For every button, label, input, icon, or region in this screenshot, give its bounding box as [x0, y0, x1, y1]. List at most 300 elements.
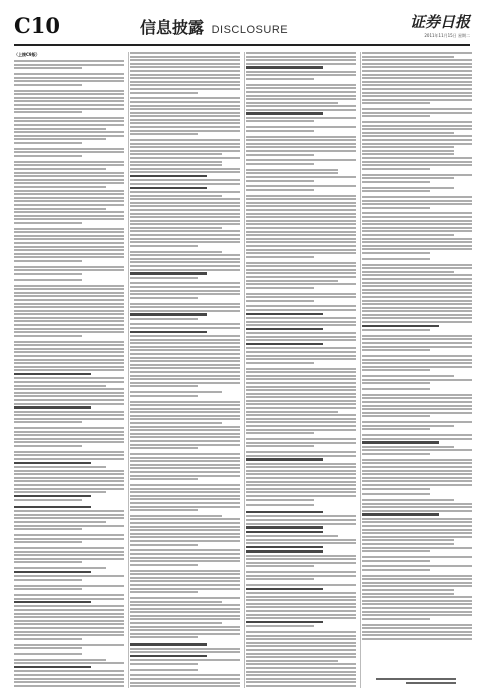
text-line: [362, 139, 472, 141]
text-line: [362, 132, 454, 134]
text-line: [130, 168, 240, 170]
text-line: [362, 150, 454, 152]
text-line: [362, 125, 472, 127]
text-line: [14, 579, 82, 581]
text-line: [362, 488, 430, 490]
text-line: [246, 78, 314, 80]
article-columns: [14, 52, 472, 688]
text-line: [14, 215, 124, 217]
text-line: [130, 143, 240, 145]
text-line: [130, 611, 240, 613]
text-line: [130, 515, 222, 517]
text-line: [130, 84, 240, 86]
text-line: [14, 653, 82, 655]
text-line: [362, 296, 472, 298]
text-line: [130, 495, 240, 497]
text-line: [246, 407, 356, 409]
text-line: [246, 625, 314, 627]
text-line: [14, 168, 106, 170]
text-line: [246, 324, 356, 326]
text-line: [130, 139, 240, 141]
text-line: [362, 115, 430, 117]
text-line: [130, 323, 240, 325]
text-line: [362, 248, 472, 250]
text-line: [14, 631, 124, 633]
text-line: [14, 161, 124, 163]
text-line: [362, 585, 472, 587]
sub-heading: [14, 666, 91, 668]
signature-block: [376, 676, 456, 684]
text-line: [130, 411, 240, 413]
text-line: [130, 92, 198, 94]
text-line: [14, 480, 124, 482]
text-line: [130, 205, 240, 207]
text-line: [14, 67, 82, 69]
text-line: [130, 597, 240, 599]
text-line: [14, 381, 124, 383]
text-line: [246, 562, 356, 564]
text-line: [130, 408, 240, 410]
text-line: [130, 150, 240, 152]
text-line: [362, 223, 472, 225]
text-line: [362, 112, 472, 114]
text-line: [14, 414, 124, 416]
text-line: [14, 100, 124, 102]
text-line: [246, 592, 356, 594]
text-line: [14, 299, 124, 301]
text-line: [130, 335, 240, 337]
text-line: [130, 467, 240, 469]
text-line: [362, 484, 472, 486]
text-line: [14, 355, 124, 357]
text-line: [130, 502, 240, 504]
text-line: [14, 324, 124, 326]
text-line: [246, 477, 356, 479]
text-line: [246, 610, 356, 612]
text-line: [14, 200, 124, 202]
text-line: [14, 418, 124, 420]
text-line: [14, 517, 124, 519]
text-line: [362, 408, 472, 410]
text-line: [14, 534, 124, 536]
text-line: [362, 56, 454, 58]
text-line: [362, 143, 472, 145]
text-line: [246, 685, 356, 687]
text-line: [362, 473, 472, 475]
text-line: [362, 234, 454, 236]
text-line: [14, 64, 124, 66]
text-line: [14, 598, 124, 600]
text-line: [130, 227, 222, 229]
text-line: [130, 101, 240, 103]
text-line: [130, 234, 240, 236]
text-line: [246, 596, 356, 598]
text-line: [130, 238, 240, 240]
text-line: [362, 582, 472, 584]
text-line: [130, 310, 240, 312]
text-line: [14, 182, 124, 184]
text-line: [362, 634, 472, 636]
text-line: [14, 616, 124, 618]
text-line: [362, 128, 472, 130]
text-line: [362, 212, 472, 214]
text-line: [362, 153, 454, 155]
text-line: [362, 314, 472, 316]
text-line: [130, 626, 240, 628]
text-line: [130, 573, 240, 575]
text-line: [14, 124, 124, 126]
text-line: [362, 480, 472, 482]
text-line: [14, 431, 124, 433]
text-line: [130, 584, 240, 586]
text-line: [14, 235, 124, 237]
text-line: [130, 678, 240, 680]
text-line: [246, 195, 356, 197]
text-line: [246, 180, 314, 182]
text-line: [362, 74, 472, 76]
text-line: [14, 186, 106, 188]
sub-heading: [130, 331, 207, 333]
text-line: [14, 273, 82, 275]
text-line: [130, 202, 240, 204]
text-line: [362, 550, 430, 552]
text-line: [246, 136, 356, 138]
text-line: [130, 415, 240, 417]
text-line: [130, 506, 240, 508]
text-line: [246, 519, 356, 521]
text-line: [246, 332, 356, 334]
text-line: [14, 135, 124, 137]
text-line: [362, 95, 472, 97]
text-line: [130, 401, 240, 403]
text-line: [362, 596, 472, 598]
text-line: [14, 362, 124, 364]
text-line: [362, 59, 472, 61]
text-line: [246, 321, 356, 323]
text-line: [130, 371, 240, 373]
sub-heading: [130, 643, 207, 645]
text-line: [130, 540, 240, 542]
text-line: [130, 318, 198, 320]
sub-heading: [362, 441, 439, 443]
text-line: [246, 660, 338, 662]
text-line: [246, 91, 356, 93]
text-line: [130, 119, 240, 121]
text-line: [130, 429, 240, 431]
text-line: [362, 300, 472, 302]
text-line: [130, 608, 240, 610]
sub-heading: [246, 531, 323, 533]
text-line: [14, 279, 82, 281]
text-line: [246, 262, 356, 264]
text-line: [130, 526, 240, 528]
text-line: [246, 150, 356, 152]
text-line: [246, 645, 356, 647]
text-line: [130, 385, 198, 387]
text-line: [130, 277, 198, 279]
text-line: [246, 52, 356, 54]
text-line: [246, 256, 314, 258]
text-line: [246, 481, 356, 483]
paragraph-gap: [14, 503, 124, 505]
text-line: [246, 351, 356, 353]
text-line: [246, 617, 356, 619]
text-line: [246, 473, 356, 475]
text-line: [14, 320, 124, 322]
text-line: [246, 252, 356, 254]
text-line: [362, 329, 430, 331]
text-line: [362, 177, 454, 179]
text-line: [246, 603, 356, 605]
text-line: [246, 414, 356, 416]
text-line: [246, 198, 356, 200]
page-number: C10: [14, 13, 60, 38]
text-line: [130, 395, 198, 397]
text-line: [130, 629, 240, 631]
text-line: [14, 211, 124, 213]
text-line: [130, 674, 240, 676]
text-line: [246, 396, 356, 398]
sub-heading: [130, 187, 207, 189]
text-line: [246, 249, 356, 251]
text-line: [14, 331, 124, 333]
text-line: [246, 231, 356, 233]
text-line: [362, 282, 472, 284]
text-line: [130, 564, 198, 566]
text-line: [14, 111, 82, 113]
text-line: [130, 191, 240, 193]
text-line: [246, 202, 356, 204]
text-line: [362, 168, 430, 170]
text-line: [130, 444, 240, 446]
text-line: [130, 669, 198, 671]
paragraph-gap: [130, 640, 240, 642]
text-line: [14, 554, 124, 556]
text-line: [246, 606, 356, 608]
sub-heading: [246, 458, 323, 460]
sub-heading: [246, 526, 323, 528]
text-line: [14, 638, 82, 640]
text-line: [362, 346, 472, 348]
text-line: [362, 164, 472, 166]
text-line: [362, 70, 472, 72]
text-line: [246, 305, 356, 307]
text-line: [362, 349, 430, 351]
text-line: [130, 453, 240, 455]
text-line: [130, 339, 240, 341]
text-line: [14, 335, 82, 337]
text-line: [130, 426, 240, 428]
text-line: [246, 418, 356, 420]
text-line: [362, 405, 472, 407]
text-line: [246, 499, 314, 501]
text-line: [362, 499, 454, 501]
text-line: [14, 260, 82, 262]
text-line: [14, 588, 82, 590]
text-line: [14, 647, 82, 649]
text-line: [14, 369, 124, 371]
text-line: [130, 290, 240, 292]
text-line: [362, 77, 472, 79]
text-line: [246, 635, 356, 637]
text-line: [246, 347, 356, 349]
text-line: [362, 227, 472, 229]
text-line: [246, 126, 356, 128]
text-line: [14, 681, 124, 683]
text-line: [246, 84, 356, 86]
text-line: [130, 618, 240, 620]
text-line: [362, 121, 472, 123]
text-line: [14, 175, 124, 177]
text-line: [246, 674, 356, 676]
text-line: [362, 190, 430, 192]
text-line: [362, 493, 430, 495]
text-line: [14, 310, 124, 312]
text-line: [246, 105, 356, 107]
text-line: [362, 146, 454, 148]
text-line: [246, 451, 356, 453]
text-line: [362, 342, 472, 344]
text-line: [246, 287, 314, 289]
text-line: [130, 130, 240, 132]
text-line: [246, 558, 356, 560]
text-line: [362, 108, 472, 110]
text-line: [130, 52, 240, 54]
text-line: [14, 538, 124, 540]
text-line: [246, 614, 356, 616]
text-line: [14, 585, 124, 587]
text-line: [130, 375, 240, 377]
text-line: [362, 135, 472, 137]
text-line: [130, 230, 240, 232]
text-line: [362, 84, 472, 86]
text-line: [130, 105, 240, 107]
text-line: [14, 128, 106, 130]
text-line: [130, 346, 240, 348]
text-line: [362, 600, 472, 602]
text-line: [246, 280, 338, 282]
text-line: [246, 571, 356, 573]
text-line: [362, 446, 454, 448]
text-line: [246, 425, 356, 427]
text-line: [246, 300, 314, 302]
text-line: [362, 421, 472, 423]
text-line: [14, 351, 124, 353]
text-line: [246, 371, 356, 373]
text-line: [246, 163, 314, 165]
text-line: [362, 631, 472, 633]
text-line: [362, 536, 472, 538]
text-line: [246, 189, 314, 191]
issue-date: 2011年11月15日 星期二: [424, 33, 470, 38]
text-line: [14, 359, 124, 361]
text-line: [362, 307, 472, 309]
text-line: [130, 533, 240, 535]
text-line: [246, 649, 356, 651]
text-line: [14, 231, 124, 233]
column-heading: （上接C9版）: [14, 52, 40, 57]
text-line: [246, 491, 356, 493]
text-line: [246, 63, 356, 65]
text-line: [14, 246, 124, 248]
text-line: [246, 159, 356, 161]
text-line: [130, 146, 240, 148]
section-title: [140, 15, 288, 38]
text-line: [14, 427, 124, 429]
text-line: [130, 171, 240, 173]
text-line: [362, 578, 472, 580]
text-line: [362, 366, 472, 368]
text-line: [14, 138, 106, 140]
text-line: [130, 70, 240, 72]
text-line: [130, 522, 240, 524]
text-line: [130, 553, 240, 555]
text-line: [14, 620, 124, 622]
text-line: [14, 438, 124, 440]
text-line: [362, 285, 472, 287]
text-line: [362, 438, 472, 440]
text-line: [362, 245, 472, 247]
text-line: [14, 179, 124, 181]
text-line: [130, 378, 240, 380]
sub-heading: [246, 313, 323, 315]
sub-heading: [14, 495, 91, 497]
text-line: [130, 216, 240, 218]
text-line: [130, 663, 198, 665]
text-line: [130, 77, 240, 79]
signature-line: [406, 682, 456, 684]
text-line: [130, 209, 240, 211]
text-line: [362, 335, 472, 337]
text-line: [246, 599, 356, 601]
section-title-cn: 信息披露: [140, 18, 205, 37]
text-line: [14, 613, 124, 615]
text-line: [246, 362, 314, 364]
text-line: [246, 213, 356, 215]
text-line: [246, 245, 356, 247]
text-line: [130, 488, 240, 490]
text-line: [14, 567, 106, 569]
text-line: [14, 377, 124, 379]
text-line: [362, 338, 472, 340]
text-line: [246, 411, 338, 413]
text-line: [14, 392, 124, 394]
text-line: [130, 622, 222, 624]
text-line: [246, 584, 356, 586]
text-line: [362, 200, 472, 202]
sub-heading: [14, 462, 91, 464]
sub-heading: [246, 66, 323, 68]
text-line: [246, 403, 356, 405]
text-column-3: [246, 52, 356, 688]
text-line: [362, 425, 454, 427]
text-line: [130, 157, 240, 159]
text-line: [14, 90, 124, 92]
text-line: [130, 436, 240, 438]
sub-heading: [14, 601, 91, 603]
body-text: [246, 52, 356, 688]
text-line: [246, 638, 356, 640]
text-line: [130, 74, 240, 76]
text-line: [362, 359, 472, 361]
text-line: [246, 276, 356, 278]
text-column-4: [362, 52, 472, 688]
text-line: [14, 313, 124, 315]
text-line: [362, 81, 472, 83]
text-line: [130, 478, 198, 480]
text-line: [246, 515, 356, 517]
text-line: [14, 458, 124, 460]
